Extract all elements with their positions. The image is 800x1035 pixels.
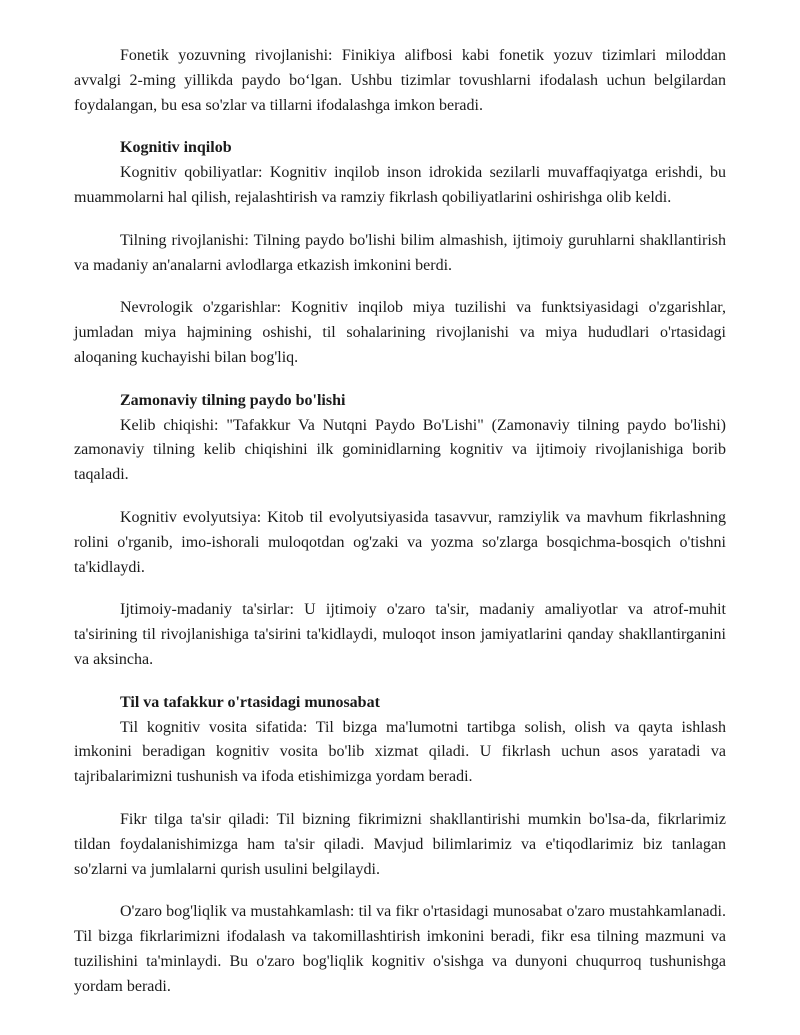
paragraph-thought-influences-language: Fikr tilga ta'sir qiladi: Til bizning fikrimizni shakllantirishi mumkin bo'lsa-da, fikrlarimiz tildan foydalanishimizga ham ta'sir qiladi. Mavjud bilimlarimiz va e'tiqodlarimiz biz tanlagan so'zlarni va jumlalarni qurish usulini belgilaydi. bbox=[74, 810, 726, 878]
heading-modern-language-emergence: Zamonaviy tilning paydo bo'lishi bbox=[120, 391, 346, 409]
paragraph-language-as-cognitive-tool: Til kognitiv vosita sifatida: Til bizga ma'lumotni tartibga solish, olish va qayta ishlash imkonini beradigan kognitiv vosita bo'lib xizmat qiladi. U fikrlash uchun asos yaratadi va tajribalarimizni tushunish va ifoda etishimizga yordam beradi. bbox=[74, 718, 726, 786]
paragraph-cognitive-abilities: Kognitiv qobiliyatlar: Kognitiv inqilob inson idrokida sezilarli muvaffaqiyatga erishdi, bu muammolarni hal qilish, rejalashtirish va ramziy fikrlash qobiliyatlarini oshirishga olib keldi. bbox=[74, 164, 726, 206]
heading-cognitive-revolution: Kognitiv inqilob bbox=[120, 139, 232, 157]
document-page bbox=[74, 44, 726, 1000]
paragraph-origin: Kelib chiqishi: "Tafakkur Va Nutqni Paydo Bo'Lishi" (Zamonaviy tilning paydo bo'lishi) zamonaviy tilning kelib chiqishini ilk gominidlarning kognitiv va ijtimoiy rivojlanishiga borib taqaladi. bbox=[74, 416, 726, 484]
paragraph-cognitive-evolution: Kognitiv evolyutsiya: Kitob til evolyutsiyasida tasavvur, ramziylik va mavhum fikrlashning rolini o'rganib, imo-ishorali muloqotdan og'zaki va yozma so'zlarga bosqichma-bosqich o'tishni ta'kidlaydi. bbox=[74, 508, 726, 576]
paragraph-sociocultural-influences: Ijtimoiy-madaniy ta'sirlar: U ijtimoiy o'zaro ta'sir, madaniy amaliyotlar va atrof-muhit ta'sirining til rivojlanishiga ta'sirini ta'kidlaydi, muloqot inson jamiyatlarini qanday shakllantirganini va aksincha. bbox=[74, 601, 726, 668]
heading-language-thought-relation: Til va tafakkur o'rtasidagi munosabat bbox=[120, 693, 380, 711]
paragraph-language-development: Tilning rivojlanishi: Tilning paydo bo'lishi bilim almashish, ijtimoiy guruhlarni shakllantirish va madaniy an'analarni avlodlarga etkazish imkonini berdi. bbox=[74, 231, 726, 274]
paragraph-interdependence: O'zaro bog'liqlik va mustahkamlash: til va fikr o'rtasidagi munosabat o'zaro mustahkamlanadi. Til bizga fikrlarimizni ifodalash va takomillashtirish imkonini beradi, fikr esa tilning mazmuni va tuzilishini ta'minlaydi. Bu o'zaro bog'liqlik kognitiv o'sishga va dunyoni chuqurroq tushunishga yordam beradi. bbox=[74, 903, 726, 995]
paragraph-phonetic-writing: Fonetik yozuvning rivojlanishi: Finikiya alifbosi kabi fonetik yozuv tizimlari miloddan avvalgi 2-ming yillikda paydo bo‘lgan. Ushbu tizimlar tovushlarni ifodalash uchun belgilardan foydalangan, bu esa so'zlar va tillarni ifodalashga imkon beradi. bbox=[74, 47, 726, 114]
paragraph-neurological-changes: Nevrologik o'zgarishlar: Kognitiv inqilob miya tuzilishi va funktsiyasidagi o'zgarishlar, jumladan miya hajmining oshishi, til sohalarining rivojlanishi va miya hududlari o'rtasidagi aloqaning kuchayishi bilan bog'liq. bbox=[74, 299, 726, 366]
